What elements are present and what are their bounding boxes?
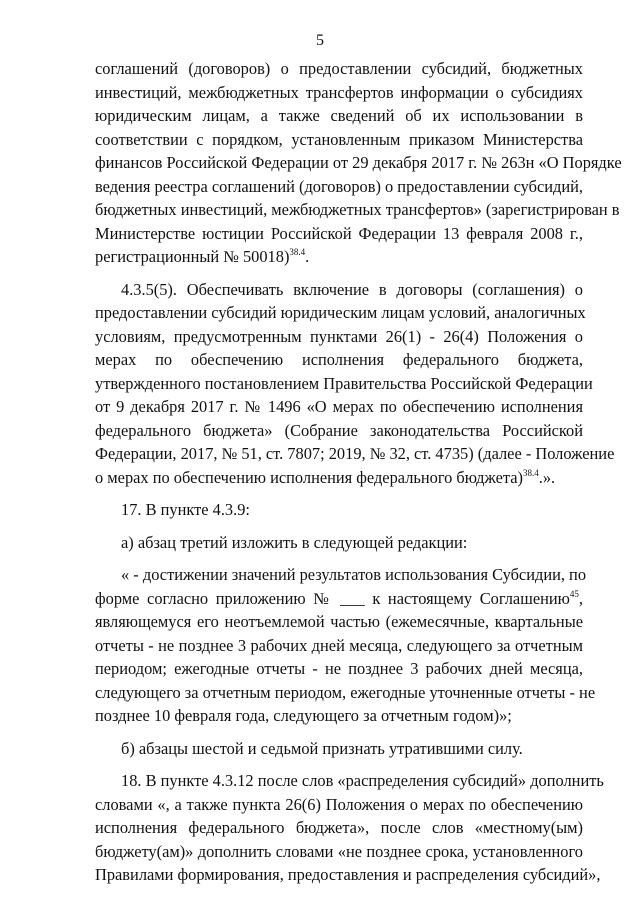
paragraph-17-a: а) абзац третий изложить в следующей редакции: [121,532,468,552]
paragraph-17-heading: 17. В пункте 4.3.9: [121,500,250,519]
text-line: 4.3.5(5). Обеспечивать включение в договоры (соглашения) о [121,279,583,299]
text-line: являющемуся его неотъемлемой частью (ежемесячные, квартальные [95,612,583,631]
text-line: Федерации, 2017, № 51, ст. 7807; 2019, № 32, ст. 4735) (далее - Положение [95,444,615,463]
page-number: 5 [316,32,324,49]
text-line: периодом; ежегодные отчеты - не позднее 3 рабочих дней месяца, [95,659,583,678]
paragraph-18 [95,769,604,887]
text-line: словами «, а также пункта 26(6) Положения о мерах по обеспечению [95,794,583,814]
paragraph-17-b: б) абзацы шестой и седьмой признать утратившими силу. [121,738,523,758]
paragraph-4-3-5-5 [95,278,615,490]
text-line: от 9 декабря 2017 г. № 1496 «О мерах по обеспечению исполнения [95,397,583,416]
document-body [95,57,622,887]
text-line: бюджету(ам)» дополнить словами «не позднее срока, установленного [95,841,583,861]
text-fragment: .». [538,467,556,487]
text-line: инвестиций, межбюджетных трансфертов информации о субсидиях [95,82,583,102]
footnote-ref: 38.4 [289,247,306,257]
text-line: исполнения федерального бюджета», после слов «местному(ым) [95,818,583,837]
text-line-last [95,466,583,490]
text-line: соглашений (договоров) о предоставлении субсидий, бюджетных [95,59,583,78]
text-line: бюджетных инвестиций, межбюджетных трансфертов» (зарегистрирован в [95,200,620,219]
text-line: мерах по обеспечению исполнения федерального бюджета, [95,350,583,369]
text-line: юридическим лицам, а также сведений об их использовании в [95,106,583,125]
text-line: ведения реестра соглашений (договоров) о предоставлении субсидий, [95,176,583,196]
text-line: условиям, предусмотренным пунктами 26(1) - 26(4) Положения о [95,326,583,346]
text-line: следующего за отчетным периодом, ежегодные уточненные отчеты - не [95,682,596,702]
text-line: финансов Российской Федерации от 29 декабря 2017 г. № 263н «О Порядке [95,153,622,172]
text-fragment: . [305,247,310,266]
text-fragment: о мерах по обеспечению исполнения федерального бюджета) [95,467,523,487]
text-fragment: форме согласно приложению № ___ к настоящему Соглашению [95,588,570,608]
text-fragment: регистрационный № 50018) [95,247,290,266]
text-line: 18. В пункте 4.3.12 после слов «распределения субсидий» дополнить [121,771,604,790]
text-fragment: , [578,588,583,608]
footnote-ref: 38.4 [523,467,539,478]
text-line: отчеты - не позднее 3 рабочих дней месяца, следующего за отчетным [95,635,583,655]
footnote-ref: 45 [569,588,579,599]
text-line: предоставлении субсидий юридическим лицам условий, аналогичных [95,303,586,322]
text-line [95,587,583,611]
text-line: соответствии с порядком, установленным приказом Министерства [95,129,583,149]
text-line: Правилами формирования, предоставления и распределения субсидий», [95,865,601,884]
text-line: утвержденного постановлением Правительства Российской Федерации [95,373,593,393]
text-line: « - достижении значений результатов использования Субсидии, по [121,565,587,584]
text-line: федерального бюджета» (Собрание законодательства Российской [95,420,583,440]
text-line: Министерстве юстиции Российской Федерации 13 февраля 2008 г., [95,223,583,243]
text-line-last: позднее 10 февраля года, следующего за отчетным годом)»; [95,706,512,725]
paragraph-continuation [95,57,622,269]
text-line-last [95,245,583,269]
paragraph-quote [95,563,596,728]
